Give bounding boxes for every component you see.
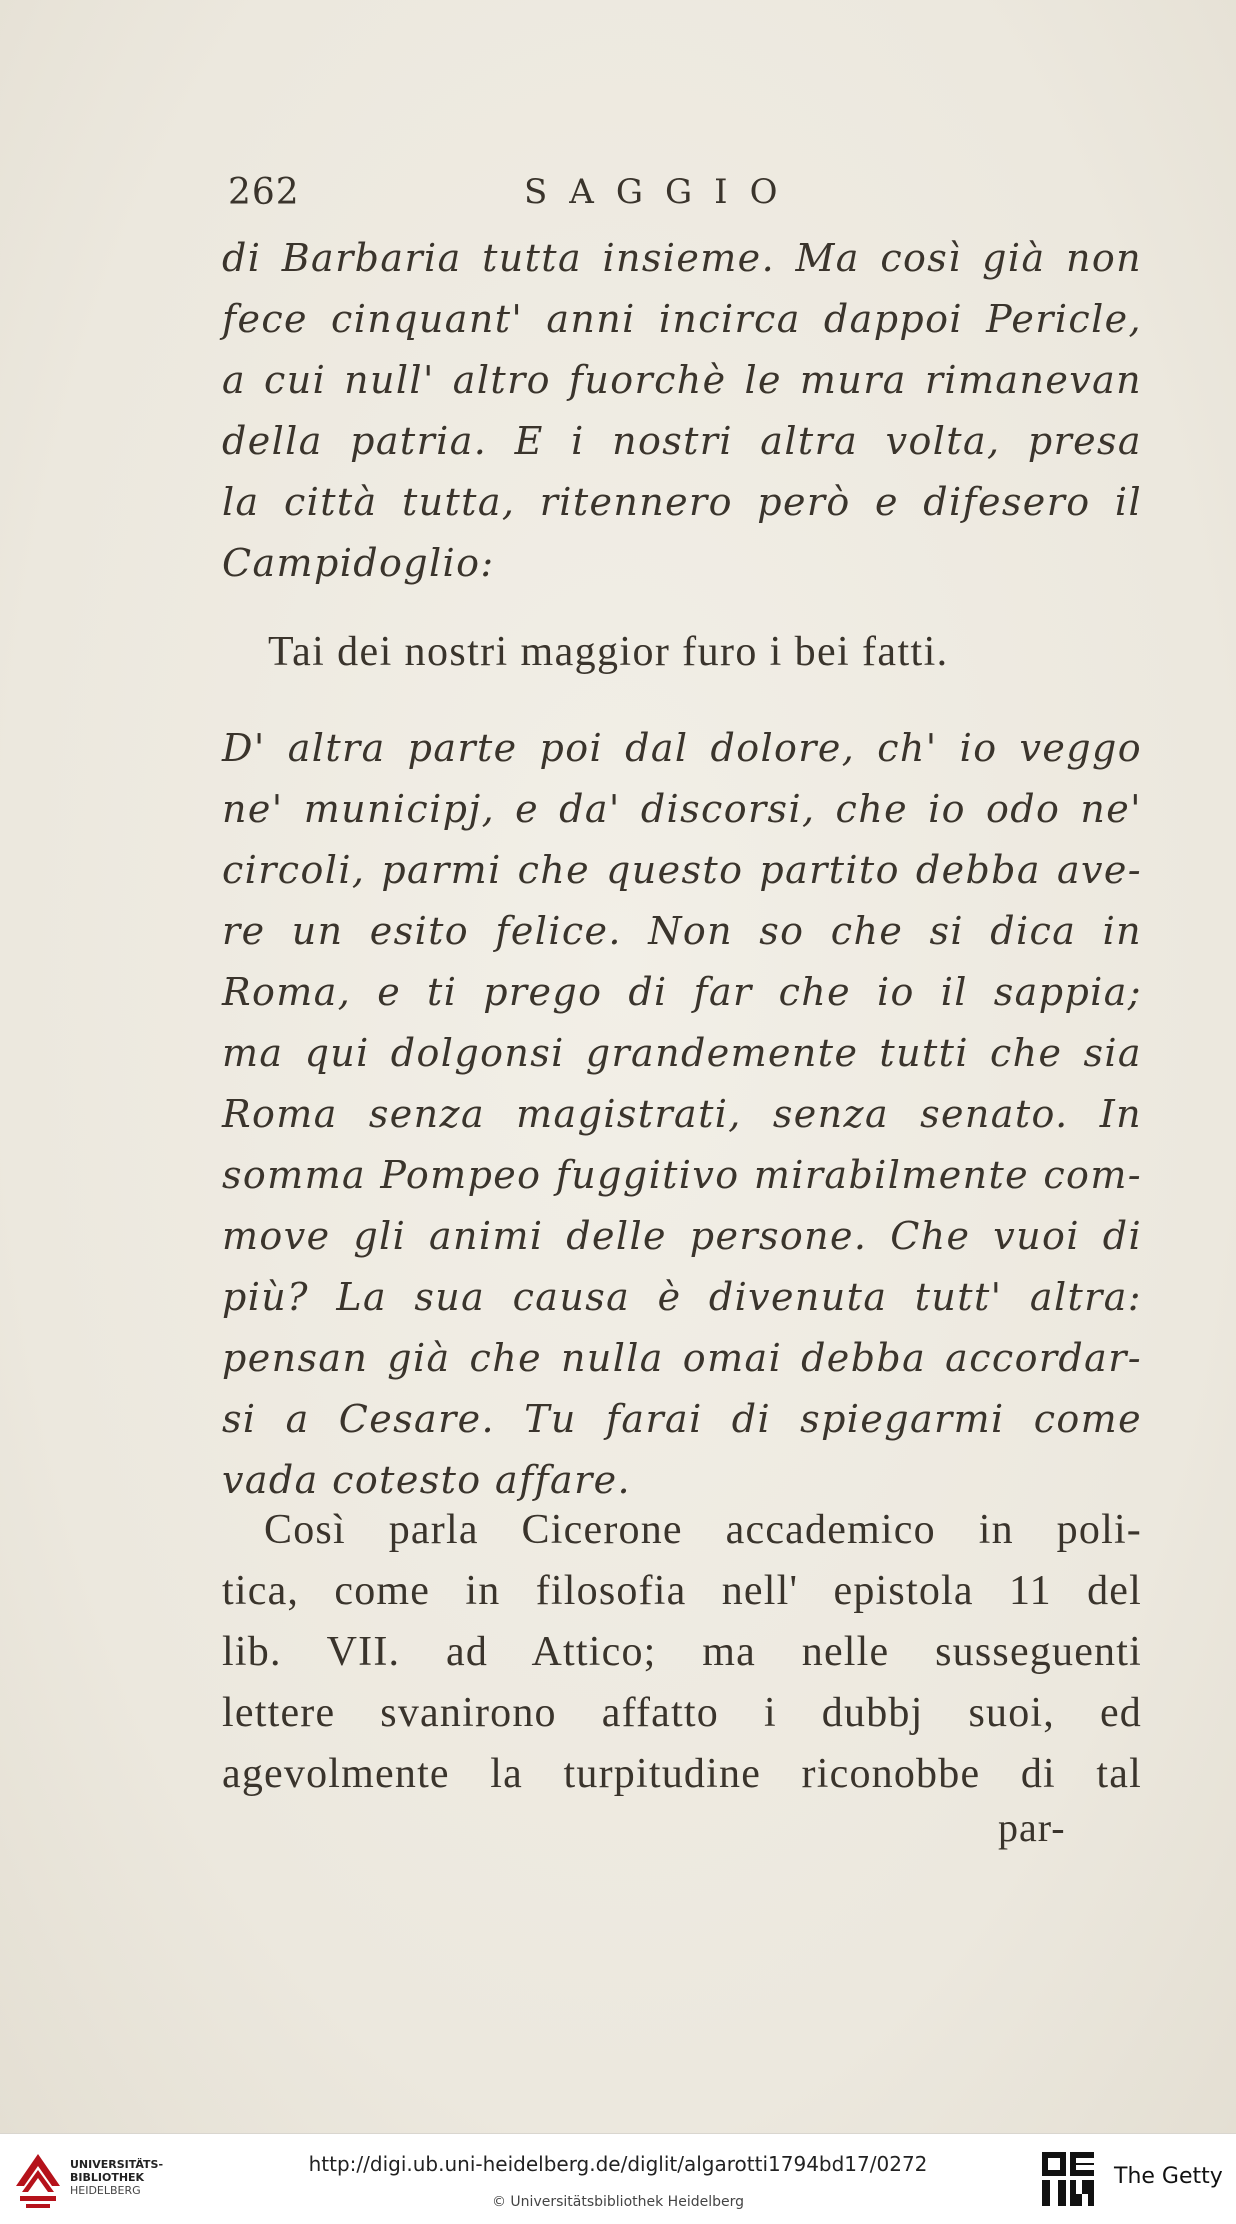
text-line: somma Pompeo fuggitivo mirabilmente com- [222, 1153, 1142, 1197]
library-name-line: HEIDELBERG [70, 2184, 141, 2197]
text-line: fece cinquant' anni incirca dappoi Pericle, [222, 297, 1142, 341]
running-head: SAGGIO [524, 172, 800, 212]
copyright-notice: © Universitätsbibliothek Heidelberg [491, 2194, 744, 2210]
text-line: a cui null' altro fuorchè le mura rimanevan [222, 358, 1142, 402]
getty-label: The Getty [1114, 2164, 1223, 2189]
library-name-line: BIBLIOTHEK [70, 2171, 145, 2184]
text-line: più? La sua causa è divenuta tutt' altra: [222, 1275, 1142, 1319]
text-line: Roma, e ti prego di far che io il sappia; [222, 970, 1142, 1014]
text-line: tica, come in filosofia nell' epistola 11 del [222, 1568, 1142, 1614]
text-line: lettere svanirono affatto i dubbj suoi, ed [222, 1690, 1142, 1736]
text-line: agevolmente la turpitudine riconobbe di tal [222, 1751, 1142, 1797]
paragraph-italic-1 [222, 228, 1142, 594]
text-line: di Barbaria tutta insieme. Ma così già non [222, 236, 1142, 280]
permalink-url[interactable]: http://digi.ub.uni-heidelberg.de/diglit/algarotti1794bd17/0272 [308, 2152, 928, 2176]
text-line: Roma senza magistrati, senza senato. In [222, 1092, 1142, 1136]
page-header [228, 172, 868, 232]
viewer-footer [0, 2133, 1236, 2224]
text-line: ma qui dolgonsi grandemente tutti che sia [222, 1031, 1142, 1075]
paragraph-italic-2 [222, 718, 1142, 1511]
text-line: pensan già che nulla omai debba accordar- [222, 1336, 1142, 1380]
text-line: Così parla Cicerone accademico in poli- [264, 1507, 1142, 1553]
text-line: vada cotesto affare. [222, 1458, 632, 1502]
verse-quotation: Tai dei nostri maggior furo i bei fatti. [268, 629, 949, 675]
text-line: circoli, parmi che questo partito debba ave- [222, 848, 1142, 892]
text-line: della patria. E i nostri altra volta, presa [222, 419, 1142, 463]
text-line: Campidoglio: [222, 541, 495, 585]
text-line: move gli animi delle persone. Che vuoi di [222, 1214, 1142, 1258]
text-line: si a Cesare. Tu farai di spiegarmi come [222, 1397, 1142, 1441]
text-line: D' altra parte poi dal dolore, ch' io veggo [222, 726, 1142, 770]
catchword: par- [998, 1805, 1066, 1850]
text-line: re un esito felice. Non so che si dica in [222, 909, 1142, 953]
library-name-line: UNIVERSITÄTS- [70, 2158, 164, 2171]
getty-logo-icon [1040, 2150, 1096, 2210]
paragraph-roman [222, 1500, 1142, 1805]
text-line: lib. VII. ad Attico; ma nelle susseguenti [222, 1629, 1142, 1675]
text-line: la città tutta, ritennero però e difesero il [222, 480, 1142, 524]
page-number: 262 [228, 172, 300, 213]
text-line: ne' municipj, e da' discorsi, che io odo ne' [222, 787, 1142, 831]
